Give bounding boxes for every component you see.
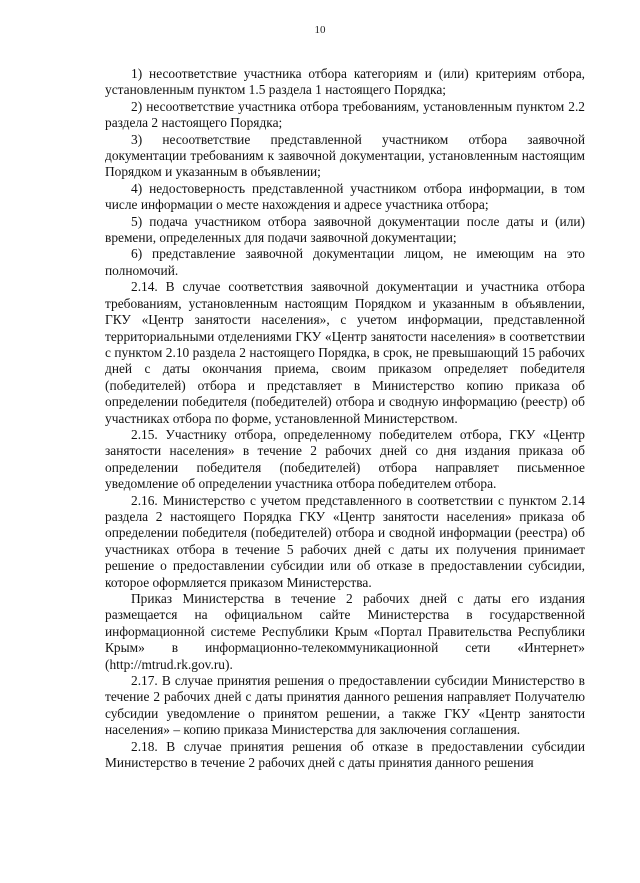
paragraph: 2.16. Министерство с учетом представленного в соответствии с пунктом 2.14 раздела 2 настоящего Порядка ГКУ «Центр занятости населения» приказа об определении победителя (победителей) отбора и сводной информации (реестра) об участниках отбора в течение 5 рабочих дней с даты их получения принимает решение о предоставлении субсидии или об отказе в предоставлении субсидии, которое оформляется приказом Министерства.	[105, 492, 585, 590]
paragraph: 6) представление заявочной документации лицом, не имеющим на это полномочий.	[105, 246, 585, 278]
paragraph: 3) несоответствие представленной участником отбора заявочной документации требованиям к заявочной документации, установленным настоящим Порядком и указанным в объявлении;	[105, 131, 585, 180]
paragraph: Приказ Министерства в течение 2 рабочих дней с даты его издания размещается на официальном сайте Министерства в государственной информационной системе Республики Крым «Портал Правительства Республики Крым» в информационно-телекоммуникационной сети «Интернет» (http://mtrud.rk.gov.ru).	[105, 591, 585, 672]
paragraph: 2.15. Участнику отбора, определенному победителем отбора, ГКУ «Центр занятости населения» в течение 2 рабочих дней со дня издания приказа об определении победителя (победителей) отбора направляет письменное уведомление об определении участника отбора победителем отбора.	[105, 426, 585, 492]
paragraph: 2.17. В случае принятия решения о предоставлении субсидии Министерство в течение 2 рабочих дней с даты принятия данного решения направляет Получателю субсидии уведомление о принятом решении, а также ГКУ «Центр занятости населения» – копию приказа Министерства для заключения соглашения.	[105, 673, 585, 738]
document-body	[105, 66, 585, 771]
page-number: 10	[314, 24, 326, 36]
paragraph: 2.14. В случае соответствия заявочной документации и участника отбора требованиям, установленным настоящим Порядком и указанным в объявлении, ГКУ «Центр занятости населения», с учетом информации, представленной территориальными отделениями ГКУ «Центр занятости населения» в соответствии с пунктом 2.10 раздела 2 настоящего Порядка, в срок, не превышающий 15 рабочих дней с даты окончания приема, своим приказом определяет победителя (победителей) отбора и представляет в Министерство копию приказа об определении победителя (победителей) отбора и сводную информацию (реестр) об участниках отбора по форме, установленной Министерством.	[105, 279, 585, 426]
paragraph: 1) несоответствие участника отбора категориям и (или) критериям отбора, установленным пунктом 1.5 раздела 1 настоящего Порядка;	[105, 66, 585, 98]
paragraph: 5) подача участником отбора заявочной документации после даты и (или) времени, определенных для подачи заявочной документации;	[105, 213, 585, 246]
paragraph: 2.18. В случае принятия решения об отказе в предоставлении субсидии Министерство в течение 2 рабочих дней с даты принятия данного решения	[105, 738, 585, 771]
paragraph: 4) недостоверность представленной участником отбора информации, в том числе информации о месте нахождения и адресе участника отбора;	[105, 180, 585, 213]
paragraph: 2) несоответствие участника отбора требованиям, установленным пунктом 2.2 раздела 2 настоящего Порядка;	[105, 98, 585, 131]
